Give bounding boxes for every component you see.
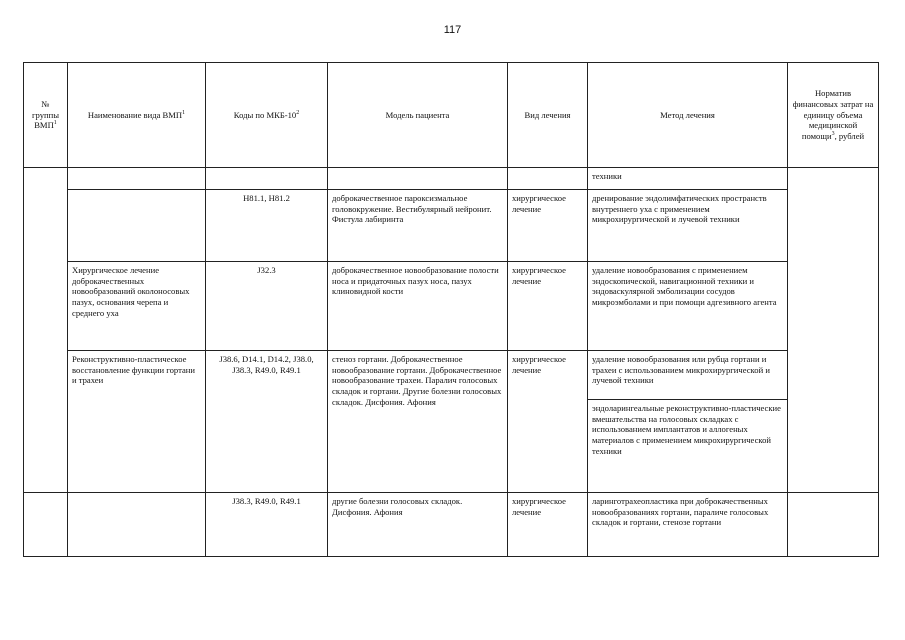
table-row xyxy=(24,168,879,190)
table-row xyxy=(24,351,879,400)
treatment-method-cell: удаление новообразования или рубца гортани и трахеи с использованием микрохирургической и лучевой техники xyxy=(588,351,788,400)
header-vmp-name: Наименование вида ВМП$^1$ xyxy=(68,63,206,168)
header-treatment-type: Вид лечения xyxy=(508,63,588,168)
patient-model-cell: другие болезни голосовых складок. Дисфония. Афония xyxy=(328,493,508,557)
treatment-method-cell: эндоларингеальные реконструктивно-пластические вмешательства на голосовых складках с использованием имплантатов и аллогеных материалов с применением микрохирургической техники xyxy=(588,400,788,493)
treatment-method-cell: техники xyxy=(588,168,788,190)
treatment-type-cell: хирургическое лечение xyxy=(508,190,588,262)
group-number-cell xyxy=(24,168,68,493)
header-cost-norm: Норматив финансовых затрат на единицу объема медицинской помощи$^3$, рублей xyxy=(788,63,879,168)
icd-codes-cell: J38.3, R49.0, R49.1 xyxy=(206,493,328,557)
icd-codes-cell: J32.3 xyxy=(206,262,328,351)
header-icd-codes: Коды по МКБ-$10^2$ xyxy=(206,63,328,168)
patient-model-cell: доброкачественное новообразование полости носа и придаточных пазух носа, пазух клиновидной кости xyxy=(328,262,508,351)
header-group-number: № группы ВМП$^1$ xyxy=(24,63,68,168)
patient-model-cell xyxy=(328,168,508,190)
vmp-name-cell: Реконструктивно-пластическое восстановление функции гортани и трахеи xyxy=(68,351,206,493)
cost-norm-cell xyxy=(788,168,879,493)
patient-model-cell: стеноз гортани. Доброкачественное новообразование гортани. Доброкачественное новообразование трахеи. Паралич голосовых складок и гортани. Другие болезни голосовых складок. Дисфония. Афония xyxy=(328,351,508,493)
icd-codes-cell: J38.6, D14.1, D14.2, J38.0, J38.3, R49.0, R49.1 xyxy=(206,351,328,493)
vmp-name-cell xyxy=(68,493,206,557)
group-number-cell xyxy=(24,493,68,557)
treatment-method-cell: ларинготрахеопластика при доброкачественных новообразованиях гортани, параличе голосовых складок и гортани, стенозе гортани xyxy=(588,493,788,557)
table-row xyxy=(24,190,879,262)
cost-norm-cell xyxy=(788,493,879,557)
treatment-type-cell: хирургическое лечение xyxy=(508,351,588,493)
header-patient-model: Модель пациента xyxy=(328,63,508,168)
vmp-name-cell: Хирургическое лечение доброкачественных новообразований околоносовых пазух, основания черепа и среднего уха xyxy=(68,262,206,351)
vmp-table xyxy=(23,62,879,557)
treatment-type-cell xyxy=(508,168,588,190)
treatment-method-cell: удаление новообразования с применением эндоскопической, навигационной техники и эндоваскулярной эмболизации сосудов микроэмболами и при помощи адгезивного агента xyxy=(588,262,788,351)
icd-codes-cell xyxy=(206,168,328,190)
vmp-name-cell xyxy=(68,168,206,190)
icd-codes-cell: H81.1, H81.2 xyxy=(206,190,328,262)
page-number: 117 xyxy=(443,24,462,36)
table-row xyxy=(24,262,879,351)
treatment-type-cell: хирургическое лечение xyxy=(508,262,588,351)
header-treatment-method: Метод лечения xyxy=(588,63,788,168)
table-row xyxy=(24,493,879,557)
treatment-type-cell: хирургическое лечение xyxy=(508,493,588,557)
patient-model-cell: доброкачественное пароксизмальное головокружение. Вестибулярный нейронит. Фистула лабиринта xyxy=(328,190,508,262)
vmp-name-cell xyxy=(68,190,206,262)
treatment-method-cell: дренирование эндолимфатических пространств внутреннего уха с применением микрохирургической и лучевой техники xyxy=(588,190,788,262)
header-row xyxy=(24,63,879,168)
